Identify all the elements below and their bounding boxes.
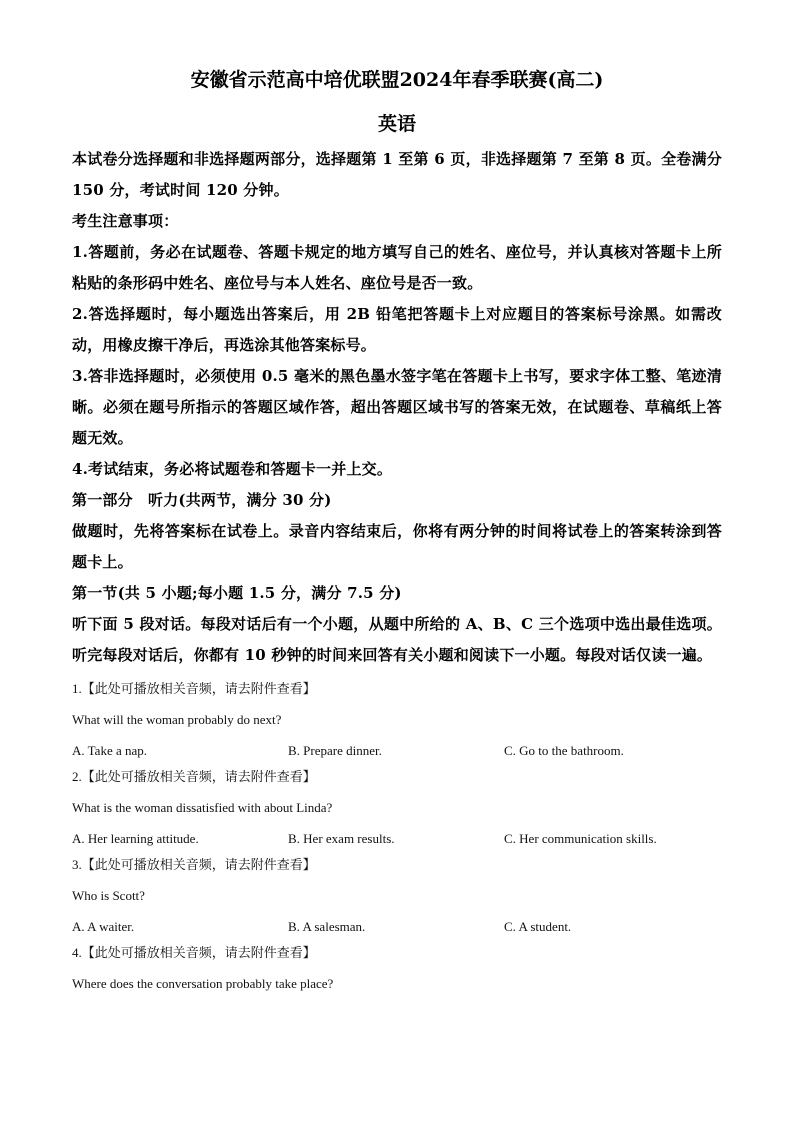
- option-row: [72, 743, 722, 759]
- question-stem: Who is Scott?: [72, 888, 145, 903]
- option-c: C. Her communication skills.: [504, 831, 657, 846]
- option-a: A. Take a nap.: [72, 743, 148, 758]
- section-heading: 第一节(共 5 小题;每小题 1.5 分，满分 7.5 分): [72, 584, 402, 602]
- question-1: [72, 681, 722, 759]
- question-3: [72, 857, 722, 935]
- question-number[interactable]: 2.【此处可播放相关音频，请去附件查看】: [72, 769, 316, 784]
- part-heading: 第一部分 听力(共两节，满分 30 分): [72, 491, 332, 509]
- notice-item-4: 4.考试结束，务必将试题卷和答题卡一并上交。: [72, 460, 393, 478]
- question-stem: Where does the conversation probably take place?: [72, 976, 334, 991]
- notice-item-1: 1.答题前，务必在试题卷、答题卡规定的地方填写自己的姓名、座位号，并认真核对答题卡上所粘贴的条形码中姓名、座位号与本人姓名、座位号是否一致。: [72, 243, 722, 292]
- section-instruction: 听下面 5 段对话。每段对话后有一个小题，从题中所给的 A、B、C 三个选项中选出最佳选项。听完每段对话后，你都有 10 秒钟的时间来回答有关小题和阅读下一小题。每段对话仅读一遍。: [72, 615, 722, 664]
- question-number[interactable]: 3.【此处可播放相关音频，请去附件查看】: [72, 857, 316, 872]
- option-a: A. Her learning attitude.: [72, 831, 199, 846]
- option-c: C. A student.: [504, 919, 572, 934]
- option-c: C. Go to the bathroom.: [504, 743, 624, 758]
- notice-item-3: 3.答非选择题时，必须使用 0.5 毫米的黑色墨水签字笔在答题卡上书写，要求字体工整、笔迹清晰。必须在题号所指示的答题区域作答，超出答题区域书写的答案无效，在试题卷、草稿纸上答题无效。: [72, 367, 722, 447]
- part-instruction: 做题时，先将答案标在试卷上。录音内容结束后，你将有两分钟的时间将试卷上的答案转涂到答题卡上。: [72, 522, 722, 571]
- option-b: B. A salesman.: [288, 919, 366, 934]
- option-a: A. A waiter.: [72, 919, 135, 934]
- exam-title: 安徽省示范高中培优联盟2024年春季联赛(高二): [190, 69, 604, 91]
- subject-title: 英语: [377, 113, 416, 135]
- question-stem: What is the woman dissatisfied with about Linda?: [72, 800, 333, 815]
- notice-heading: 考生注意事项：: [72, 212, 179, 230]
- question-number[interactable]: 4.【此处可播放相关音频，请去附件查看】: [72, 945, 316, 960]
- intro-paragraph: 本试卷分选择题和非选择题两部分，选择题第 1 至第 6 页，非选择题第 7 至第 8 页。全卷满分 150 分，考试时间 120 分钟。: [72, 150, 722, 199]
- question-stem: What will the woman probably do next?: [72, 712, 282, 727]
- option-b: B. Her exam results.: [288, 831, 395, 846]
- option-b: B. Prepare dinner.: [288, 743, 382, 758]
- question-number[interactable]: 1.【此处可播放相关音频，请去附件查看】: [72, 681, 316, 696]
- option-row: [72, 919, 722, 935]
- notice-item-2: 2.答选择题时，每小题选出答案后，用 2B 铅笔把答题卡上对应题目的答案标号涂黑。如需改动，用橡皮擦干净后，再选涂其他答案标号。: [72, 305, 722, 354]
- question-4: [72, 945, 722, 992]
- option-row: [72, 831, 722, 847]
- question-2: [72, 769, 722, 847]
